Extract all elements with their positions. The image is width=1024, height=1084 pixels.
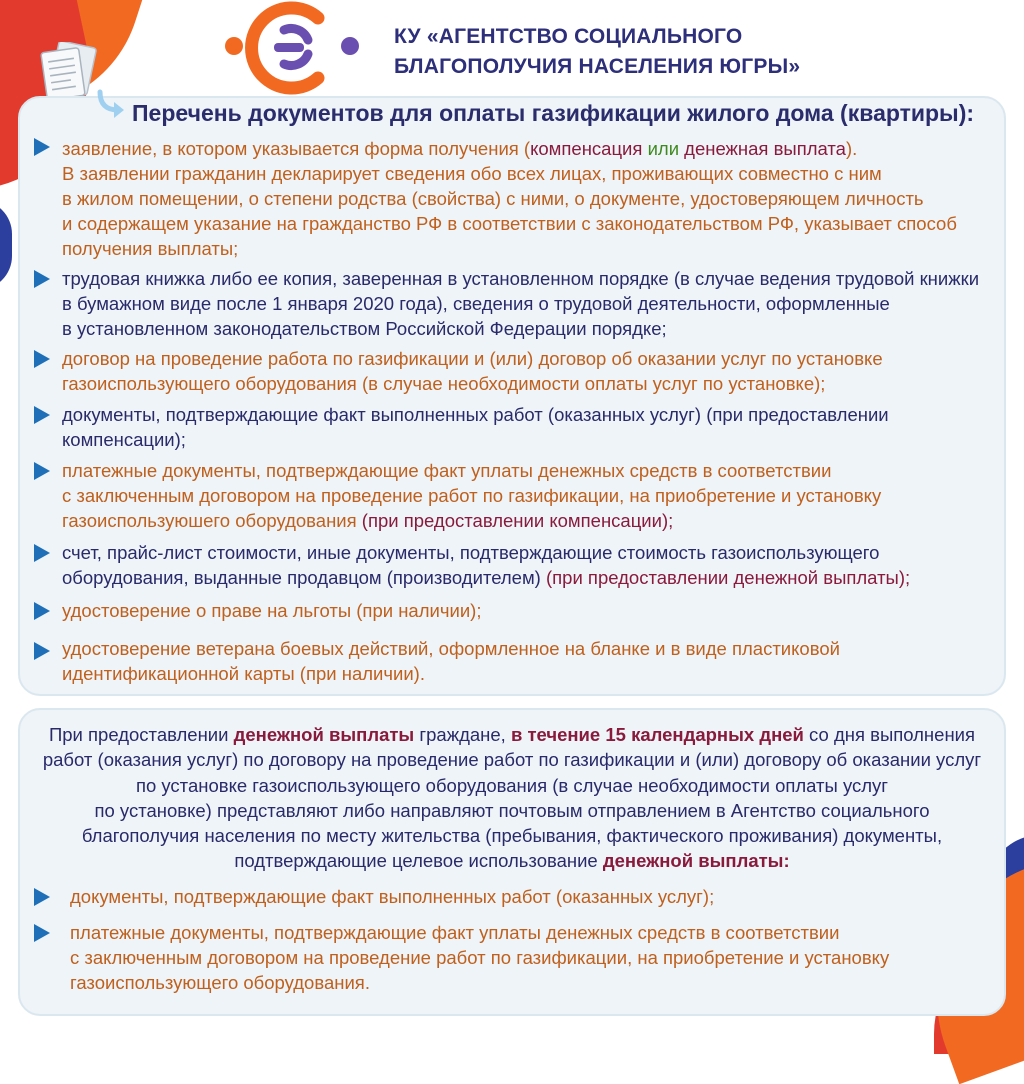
list-item-line: газоиспользующего оборудования. bbox=[70, 972, 370, 993]
bullet-icon bbox=[34, 888, 50, 906]
notice-paragraph bbox=[30, 722, 994, 874]
bullet-icon bbox=[34, 406, 50, 424]
bullet-icon bbox=[34, 138, 50, 156]
bullet-icon bbox=[34, 602, 50, 620]
text-fragment: : bbox=[783, 850, 790, 872]
highlight-or: или bbox=[647, 138, 680, 159]
page-title: Перечень документов для оплаты газификации жилого дома (квартиры): bbox=[132, 100, 975, 126]
list-item bbox=[62, 136, 957, 261]
bullet-icon bbox=[34, 642, 50, 660]
text-fragment: ). bbox=[845, 138, 858, 159]
curved-arrow-icon bbox=[94, 86, 128, 120]
list-item-line: договор на проведение работа по газификации и (или) договор об оказании услуг по установке bbox=[62, 348, 883, 369]
list-item bbox=[62, 540, 910, 590]
notice-line: по установке) представляют либо направляют почтовым отправлением в Агентство социального bbox=[94, 799, 930, 821]
organization-name bbox=[394, 22, 800, 82]
list-item-line: в жилом помещении, о степени родства (свойства) с ними, о документе, удостоверяющем личность bbox=[62, 188, 924, 209]
list-item-line: документы, подтверждающие факт выполненных работ (оказанных услуг); bbox=[70, 886, 715, 907]
list-item-line: идентификационной карты (при наличии). bbox=[62, 663, 425, 684]
list-item-line: платежные документы, подтверждающие факт уплаты денежных средств в соответствии bbox=[70, 922, 840, 943]
organization-name-line1: КУ «АГЕНТСТВО СОЦИАЛЬНОГО bbox=[394, 25, 743, 48]
highlight-condition: (при предоставлении денежной выплаты); bbox=[545, 567, 911, 588]
list-item-line: трудовая книжка либо ее копия, заверенная в установленном порядке (в случае ведения трудовой книжки bbox=[62, 268, 980, 289]
notice-line bbox=[30, 848, 994, 873]
bullet-icon bbox=[34, 924, 50, 942]
list-item-line bbox=[62, 136, 957, 161]
list-item-line: удостоверение ветерана боевых действий, оформленное на бланке и в виде пластиковой bbox=[62, 638, 840, 659]
highlight-cash-payment: денежной выплаты bbox=[233, 724, 415, 745]
list-item bbox=[62, 266, 979, 341]
text-fragment: со дня выполнения bbox=[803, 724, 976, 745]
text-fragment: подтверждающие целевое использование bbox=[234, 850, 603, 872]
list-item-line bbox=[62, 565, 910, 590]
list-item-line: платежные документы, подтверждающие факт уплаты денежных средств в соответствии bbox=[62, 460, 832, 481]
list-item-line: компенсации); bbox=[62, 429, 186, 450]
list-item-line: удостоверение о праве на льготы (при наличии); bbox=[62, 600, 482, 621]
documents-icon bbox=[38, 42, 98, 104]
bullet-icon bbox=[34, 544, 50, 562]
organization-name-line2: БЛАГОПОЛУЧИЯ НАСЕЛЕНИЯ ЮГРЫ» bbox=[394, 55, 801, 78]
list-item bbox=[62, 636, 840, 686]
highlight-compensation: компенсация bbox=[530, 138, 643, 159]
list-item-line: и содержащем указание на гражданство РФ в соответствии с законодательством РФ, указывает способ bbox=[62, 213, 957, 234]
list-item-line: В заявлении гражданин декларирует сведения обо всех лицах, проживающих совместно с ним bbox=[62, 163, 882, 184]
list-item-line: с заключенным договором на проведение работ по газификации, на приобретение и установку bbox=[70, 947, 890, 968]
list-item-line: получения выплаты; bbox=[62, 238, 239, 259]
notice-list-item bbox=[70, 884, 714, 909]
highlight-cash-payment: денежной выплаты bbox=[602, 850, 784, 872]
list-item bbox=[62, 598, 481, 623]
side-decoration-blue bbox=[0, 200, 12, 290]
agency-logo-icon bbox=[222, 0, 362, 100]
text-fragment: При предоставлении bbox=[48, 724, 234, 745]
bullet-icon bbox=[34, 270, 50, 288]
notice-list-item bbox=[70, 920, 889, 995]
notice-line: работ (оказания услуг) по договору на проведение работ по газификации и (или) договору об оказании услуг bbox=[42, 749, 982, 771]
list-item-line: в бумажном виде после 1 января 2020 года), сведения о трудовой деятельности, оформленные bbox=[62, 293, 890, 314]
list-item-line: документы, подтверждающие факт выполненных работ (оказанных услуг) (при предоставлении bbox=[62, 404, 889, 425]
text-fragment: граждане, bbox=[414, 724, 511, 745]
text-fragment: заявление, в котором указывается форма получения ( bbox=[62, 138, 531, 159]
bullet-icon bbox=[34, 462, 50, 480]
list-item-line: счет, прайс-лист стоимости, иные документы, подтверждающие стоимость газоиспользующего bbox=[62, 542, 880, 563]
list-item-line bbox=[62, 508, 881, 533]
list-item bbox=[62, 346, 883, 396]
notice-line: по установке газоиспользующего оборудования (в случае необходимости оплаты услуг bbox=[135, 774, 889, 796]
notice-line bbox=[30, 722, 994, 747]
list-item-line: в установленном законодательством Российской Федерации порядке; bbox=[62, 318, 667, 339]
list-item-line: с заключенным договором на проведение работ по газификации, на приобретение и установку bbox=[62, 485, 882, 506]
list-item bbox=[62, 458, 881, 533]
notice-line: благополучия населения по месту жительства (пребывания, фактического проживания) документы, bbox=[81, 825, 943, 847]
text-fragment: оборудования, выданные продавцом (производителем) bbox=[62, 567, 546, 588]
highlight-deadline: в течение 15 календарных дней bbox=[510, 724, 804, 745]
text-fragment: газоиспользуюшего оборудования bbox=[62, 510, 362, 531]
bullet-icon bbox=[34, 350, 50, 368]
list-item bbox=[62, 402, 889, 452]
list-item-line: газоиспользующего оборудования (в случае необходимости оплаты услуг по установке); bbox=[62, 373, 826, 394]
highlight-condition: (при предоставлении компенсации); bbox=[361, 510, 674, 531]
highlight-cash-payment: денежная выплата bbox=[684, 138, 846, 159]
